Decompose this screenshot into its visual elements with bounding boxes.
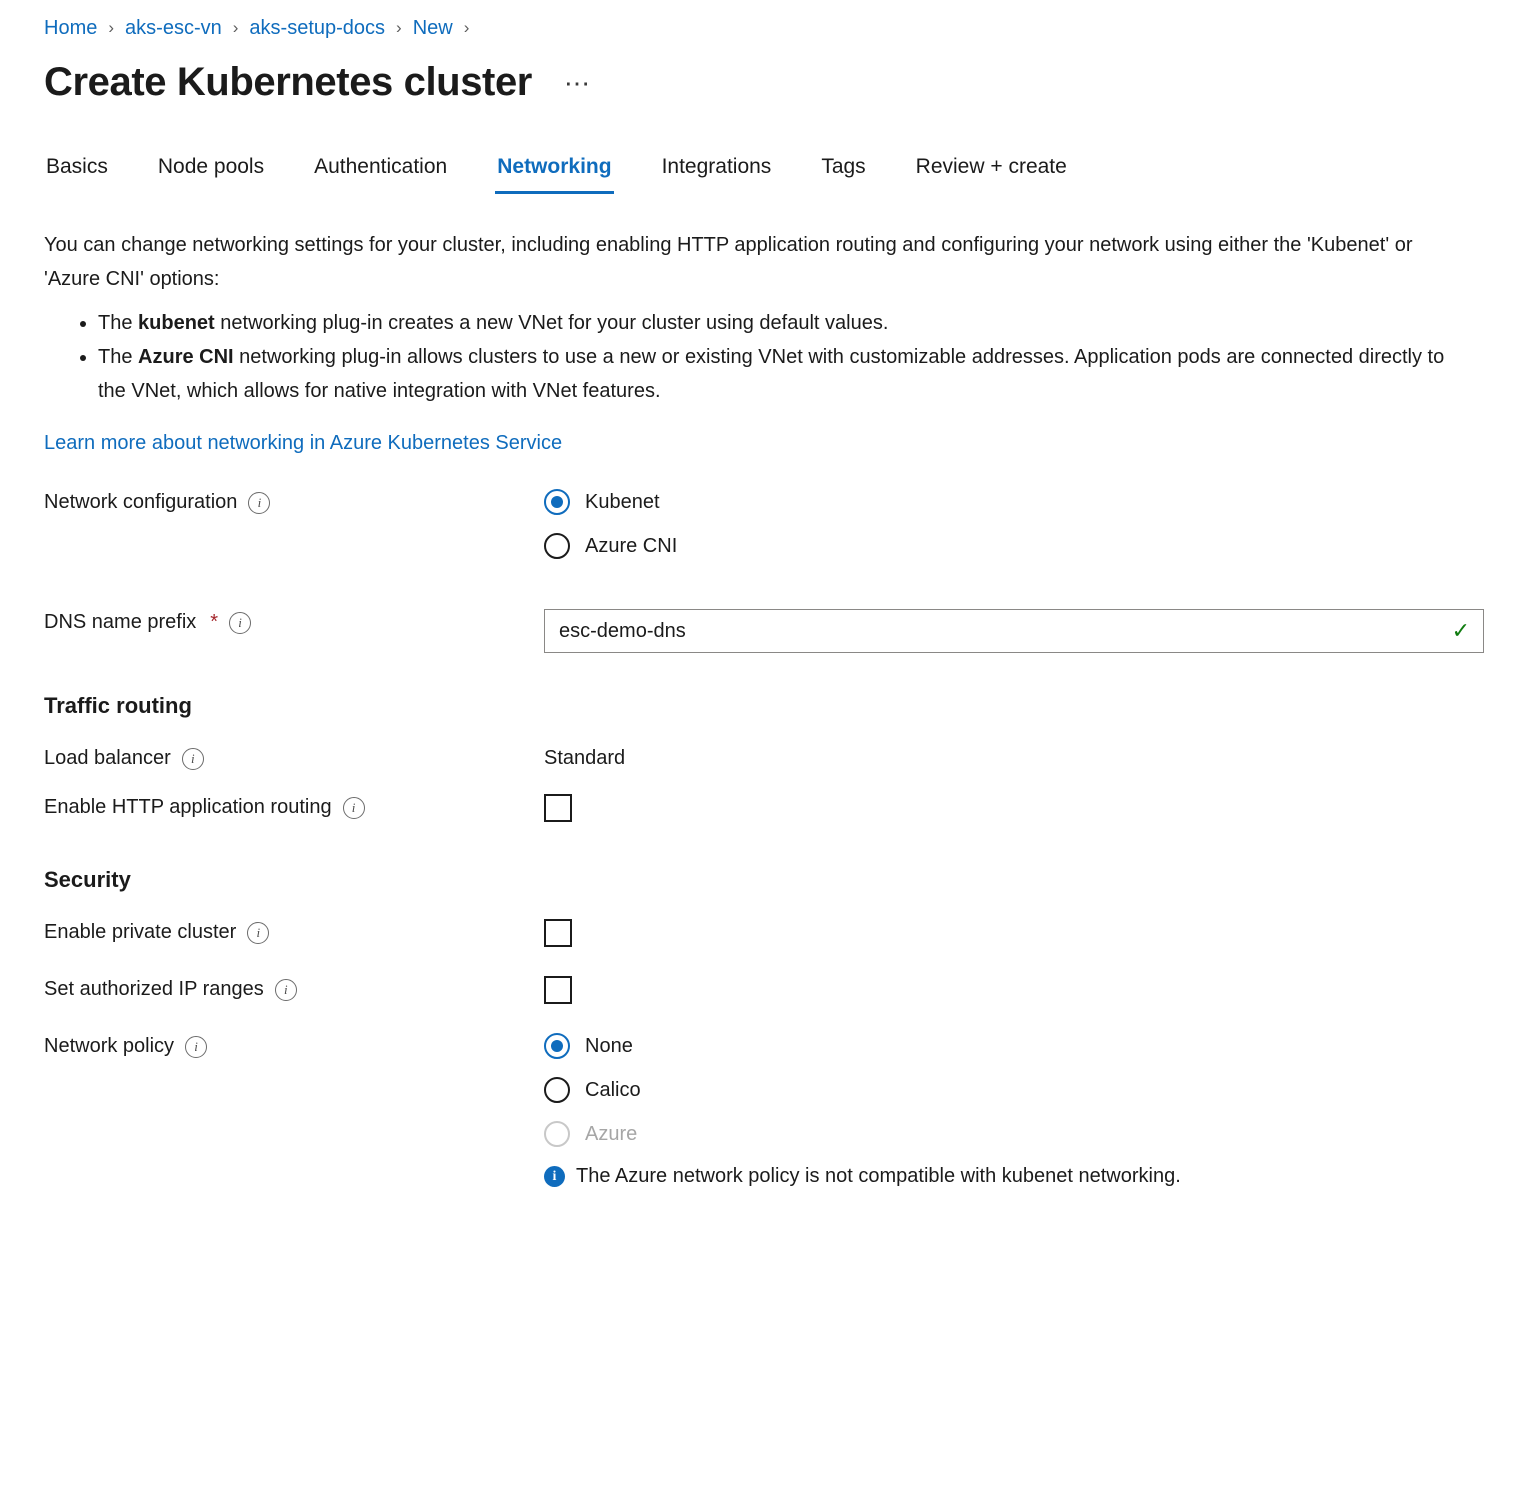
required-marker: *: [210, 611, 219, 633]
network-policy-label-group: [44, 1033, 544, 1058]
radio-none-indicator[interactable]: [544, 1033, 570, 1059]
radio-azure-label: Azure: [585, 1122, 638, 1145]
radio-azure-indicator: [544, 1121, 570, 1147]
bullet-text-pre: The: [98, 346, 139, 368]
breadcrumb-separator-icon: ›: [108, 18, 115, 37]
info-filled-icon: i: [544, 1166, 565, 1187]
radio-kubenet-label: Kubenet: [585, 490, 660, 513]
dns-name-prefix-input-wrap: [544, 609, 1484, 653]
network-configuration-label: Network configuration: [44, 491, 238, 513]
breadcrumb-separator-icon: ›: [463, 18, 470, 37]
bullet-text-strong: kubenet: [138, 312, 215, 334]
radio-option-azure: [544, 1121, 1496, 1147]
network-policy-row: [44, 1033, 1496, 1188]
network-policy-note: [544, 1165, 1496, 1188]
tab-tags[interactable]: Tags: [821, 155, 866, 178]
breadcrumb-item-aks-setup-docs[interactable]: aks-setup-docs: [249, 17, 386, 39]
dns-name-prefix-field-wrap: [544, 609, 1496, 653]
network-policy-note-text: The Azure network policy is not compatible with kubenet networking.: [576, 1165, 1181, 1187]
tab-networking[interactable]: Networking: [495, 151, 613, 194]
tab-authentication[interactable]: Authentication: [314, 155, 448, 178]
radio-option-calico[interactable]: [544, 1077, 1496, 1103]
valid-check-icon: ✓: [1451, 618, 1470, 643]
private-cluster-label-group: [44, 919, 544, 944]
network-configuration-label-group: [44, 489, 544, 514]
radio-option-azure-cni[interactable]: [544, 533, 1496, 559]
network-configuration-row: [44, 489, 1496, 577]
network-policy-label: Network policy: [44, 1035, 175, 1057]
dns-name-prefix-row: [44, 609, 1496, 653]
dns-name-prefix-label: DNS name prefix: [44, 611, 197, 633]
private-cluster-field: [544, 919, 1496, 952]
dns-name-prefix-label-group: [44, 609, 544, 634]
intro-bullet-list: [44, 306, 1458, 408]
security-section-title: Security: [44, 867, 131, 892]
page-title: Create Kubernetes cluster: [44, 60, 532, 104]
authorized-ip-ranges-label-group: [44, 976, 544, 1001]
breadcrumb: [44, 14, 1496, 42]
tab-bar: [44, 151, 1496, 194]
info-icon[interactable]: i: [275, 979, 297, 1001]
radio-calico-label: Calico: [585, 1078, 641, 1101]
authorized-ip-ranges-row: [44, 976, 1496, 1009]
radio-option-none[interactable]: [544, 1033, 1496, 1059]
list-item: [98, 306, 1458, 340]
private-cluster-checkbox[interactable]: [544, 919, 572, 947]
info-icon[interactable]: i: [248, 492, 270, 514]
tab-integrations[interactable]: Integrations: [661, 155, 772, 178]
breadcrumb-item-new[interactable]: New: [412, 17, 453, 39]
breadcrumb-item-aks-esc-vn[interactable]: aks-esc-vn: [125, 17, 222, 39]
tab-review-create[interactable]: Review + create: [915, 155, 1067, 178]
http-application-routing-label: Enable HTTP application routing: [44, 796, 332, 818]
spacer: [44, 952, 1496, 976]
info-icon[interactable]: i: [185, 1036, 207, 1058]
spacer: [44, 770, 1496, 794]
intro-paragraph: You can change networking settings for your cluster, including enabling HTTP application routing and configuring your network using either the 'Kubenet' or 'Azure CNI' options:: [44, 234, 1413, 290]
bullet-text-strong: Azure CNI: [138, 346, 234, 368]
http-application-routing-field: [544, 794, 1496, 827]
learn-more-link[interactable]: Learn more about networking in Azure Kubernetes Service: [44, 432, 563, 454]
breadcrumb-separator-icon: ›: [232, 18, 239, 37]
radio-none-label: None: [585, 1034, 633, 1057]
bullet-text-post: networking plug-in allows clusters to use a new or existing VNet with customizable addresses. Application pods are connected directly to the VNet, which allows for native integration with VNet features.: [98, 346, 1445, 402]
info-icon[interactable]: i: [343, 797, 365, 819]
network-configuration-options: [544, 489, 1496, 577]
page-header: [44, 60, 1496, 105]
network-policy-options: [544, 1033, 1496, 1188]
private-cluster-label: Enable private cluster: [44, 921, 237, 943]
radio-calico-indicator[interactable]: [544, 1077, 570, 1103]
list-item: [98, 340, 1458, 408]
radio-option-kubenet[interactable]: [544, 489, 1496, 515]
info-icon[interactable]: i: [229, 612, 251, 634]
spacer: [44, 1009, 1496, 1033]
info-icon[interactable]: i: [182, 748, 204, 770]
tab-node-pools[interactable]: Node pools: [157, 155, 265, 178]
radio-azure-cni-label: Azure CNI: [585, 534, 678, 557]
load-balancer-value: Standard: [544, 747, 626, 769]
private-cluster-row: [44, 919, 1496, 952]
bullet-text-post: networking plug-in creates a new VNet for your cluster using default values.: [214, 312, 889, 334]
authorized-ip-ranges-label: Set authorized IP ranges: [44, 978, 264, 1000]
load-balancer-value-wrap: [544, 745, 1496, 770]
load-balancer-row: [44, 745, 1496, 770]
authorized-ip-ranges-field: [544, 976, 1496, 1009]
http-application-routing-row: [44, 794, 1496, 827]
load-balancer-label-group: [44, 745, 544, 770]
radio-azure-cni-indicator[interactable]: [544, 533, 570, 559]
authorized-ip-ranges-checkbox[interactable]: [544, 976, 572, 1004]
info-icon[interactable]: i: [247, 922, 269, 944]
http-application-routing-label-group: [44, 794, 544, 819]
http-application-routing-checkbox[interactable]: [544, 794, 572, 822]
tab-basics[interactable]: Basics: [46, 155, 108, 178]
more-options-icon[interactable]: ⋯: [563, 67, 592, 98]
dns-name-prefix-input[interactable]: [544, 609, 1484, 653]
radio-kubenet-indicator[interactable]: [544, 489, 570, 515]
breadcrumb-separator-icon: ›: [396, 18, 402, 37]
spacer: [44, 577, 1496, 609]
load-balancer-label: Load balancer: [44, 747, 171, 769]
breadcrumb-item-home[interactable]: Home: [44, 17, 98, 39]
bullet-text-pre: The: [98, 312, 139, 334]
traffic-routing-section-title: Traffic routing: [44, 693, 192, 718]
